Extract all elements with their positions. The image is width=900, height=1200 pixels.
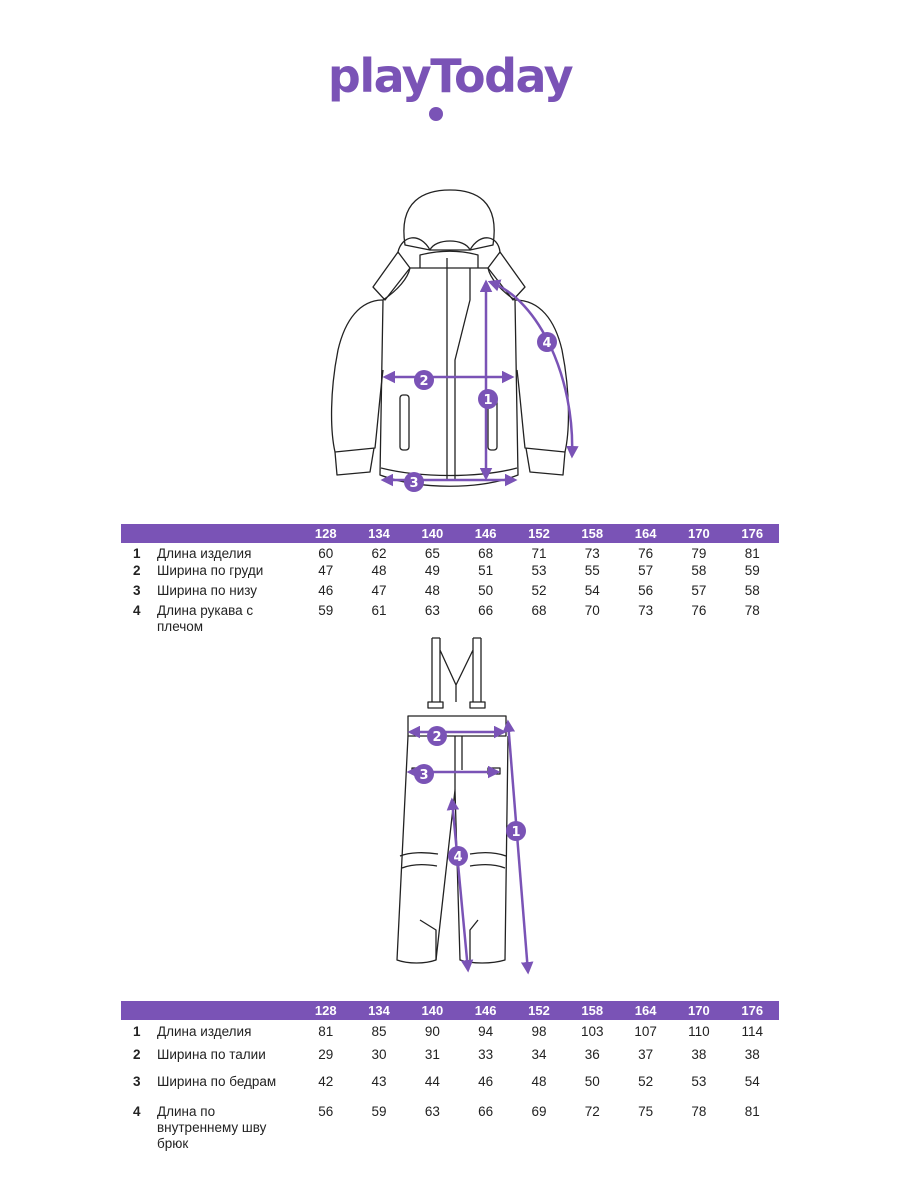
row-number: 1	[133, 1024, 141, 1039]
measure-value: 90	[424, 1024, 440, 1039]
pants-size-table	[121, 1001, 779, 1152]
measure-value: 46	[478, 1074, 494, 1089]
measure-value: 57	[691, 583, 707, 598]
measure-value: 81	[744, 546, 760, 561]
jacket-hood	[404, 190, 494, 250]
measure-value: 54	[744, 1074, 760, 1089]
measure-value: 46	[318, 583, 334, 598]
measure-value: 85	[371, 1024, 387, 1039]
measure-value: 38	[691, 1047, 707, 1062]
measure-value: 72	[584, 1104, 600, 1119]
size-header-cell: 164	[619, 1001, 672, 1020]
measure-label: Ширина по груди	[157, 563, 264, 578]
jacket-marker-2-label: 2	[419, 374, 429, 389]
measure-value: 38	[744, 1047, 760, 1062]
row-number: 1	[133, 546, 141, 561]
table-row	[121, 1067, 779, 1097]
measure-value: 76	[691, 603, 707, 618]
size-header-cell: 170	[672, 524, 725, 543]
measure-value: 55	[584, 563, 600, 578]
measure-value: 81	[744, 1104, 760, 1119]
measure-value: 31	[424, 1047, 440, 1062]
jacket-size-table	[121, 524, 779, 635]
table-row	[121, 1020, 779, 1044]
size-header-cell: 158	[566, 524, 619, 543]
row-number: 3	[133, 1074, 141, 1089]
size-header-cell: 170	[672, 1001, 725, 1020]
measure-value: 78	[691, 1104, 707, 1119]
table-row	[121, 1044, 779, 1067]
size-header-cell: 176	[726, 524, 779, 543]
measure-value: 33	[478, 1047, 494, 1062]
measure-value: 48	[371, 563, 387, 578]
measure-value: 37	[638, 1047, 654, 1062]
measure-value: 50	[584, 1074, 600, 1089]
measure-value: 69	[531, 1104, 547, 1119]
jacket-drawing	[0, 0, 900, 520]
measure-value: 50	[478, 583, 494, 598]
measure-value: 49	[424, 563, 440, 578]
measure-value: 110	[688, 1024, 710, 1039]
jacket-marker-4-label: 4	[542, 336, 552, 351]
measure-value: 73	[638, 603, 654, 618]
measure-value: 59	[371, 1104, 387, 1119]
table-row	[121, 583, 779, 603]
pants-marker-2-label: 2	[432, 730, 442, 745]
measure-value: 58	[744, 583, 760, 598]
measure-label: Длина рукава с плечом	[157, 603, 254, 634]
measure-value: 94	[478, 1024, 494, 1039]
measure-value: 63	[424, 603, 440, 618]
measure-value: 59	[744, 563, 760, 578]
measure-value: 65	[424, 546, 440, 561]
measure-value: 63	[424, 1104, 440, 1119]
size-header-cell: 164	[619, 524, 672, 543]
measure-label: Ширина по бедрам	[157, 1074, 277, 1089]
size-header-cell: 146	[459, 524, 512, 543]
measure-value: 56	[638, 583, 654, 598]
size-header-cell: 152	[512, 524, 565, 543]
measure-value: 48	[424, 583, 440, 598]
measure-value: 68	[478, 546, 494, 561]
measure-value: 78	[744, 603, 760, 618]
pants-marker-3-label: 3	[419, 768, 429, 783]
pants-straps	[432, 638, 481, 702]
size-header-cell: 140	[406, 524, 459, 543]
row-number: 4	[133, 1104, 141, 1119]
measure-value: 70	[584, 603, 600, 618]
measure-value: 56	[318, 1104, 334, 1119]
size-header-cell: 128	[299, 1001, 352, 1020]
measure-value: 61	[371, 603, 387, 618]
measure-value: 76	[638, 546, 654, 561]
measure-value: 52	[531, 583, 547, 598]
size-header-cell: 140	[406, 1001, 459, 1020]
pants-marker-4-label: 4	[453, 850, 463, 865]
measure-value: 53	[691, 1074, 707, 1089]
measure-value: 43	[371, 1074, 387, 1089]
measure-value: 79	[691, 546, 707, 561]
jacket-marker-3-label: 3	[409, 476, 419, 491]
measure-label: Длина изделия	[157, 546, 252, 561]
measure-value: 68	[531, 603, 547, 618]
measure-value: 81	[318, 1024, 334, 1039]
measure-value: 66	[478, 603, 494, 618]
measure-value: 71	[531, 546, 547, 561]
jacket-marker-1-label: 1	[483, 393, 493, 408]
size-header-cell: 176	[726, 1001, 779, 1020]
measure-value: 98	[531, 1024, 547, 1039]
pants-size-header	[121, 1001, 779, 1020]
measure-value: 73	[584, 546, 600, 561]
size-header-cell: 128	[299, 524, 352, 543]
measure-label: Длина изделия	[157, 1024, 252, 1039]
table-row	[121, 1097, 779, 1152]
measure-value: 47	[318, 563, 334, 578]
measure-value: 107	[634, 1024, 657, 1039]
measure-value: 29	[318, 1047, 334, 1062]
table-row	[121, 543, 779, 563]
jacket-left-sleeve	[332, 300, 383, 452]
measure-value: 62	[371, 546, 387, 561]
measure-value: 34	[531, 1047, 547, 1062]
measure-value: 44	[424, 1074, 440, 1089]
measure-value: 30	[371, 1047, 387, 1062]
measure-label: Длина по внутреннему шву брюк	[157, 1104, 267, 1151]
pants-measure-1-line	[508, 722, 528, 972]
table-row	[121, 563, 779, 583]
size-header-cell: 152	[512, 1001, 565, 1020]
pants-marker-1-label: 1	[511, 825, 521, 840]
measure-value: 53	[531, 563, 547, 578]
measure-value: 59	[318, 603, 334, 618]
measure-label: Ширина по талии	[157, 1047, 266, 1062]
measure-value: 58	[691, 563, 707, 578]
row-number: 2	[133, 1047, 141, 1062]
row-number: 4	[133, 603, 141, 618]
measure-value: 51	[478, 563, 494, 578]
row-number: 2	[133, 563, 141, 578]
measure-value: 42	[318, 1074, 334, 1089]
size-header-cell: 134	[352, 524, 405, 543]
measure-label: Ширина по низу	[157, 583, 258, 598]
measure-value: 103	[581, 1024, 604, 1039]
measure-value: 60	[318, 546, 334, 561]
measure-value: 48	[531, 1074, 547, 1089]
measure-value: 54	[584, 583, 600, 598]
size-header-cell: 158	[566, 1001, 619, 1020]
brand-logo-text: playToday	[327, 52, 573, 103]
pants-drawing	[0, 630, 900, 985]
measure-value: 57	[638, 563, 654, 578]
measure-value: 75	[638, 1104, 654, 1119]
measure-value: 47	[371, 583, 387, 598]
measure-value: 52	[638, 1074, 654, 1089]
jacket-measure-4-line	[490, 282, 572, 456]
measure-value: 36	[584, 1047, 600, 1062]
jacket-size-header	[121, 524, 779, 543]
row-number: 3	[133, 583, 141, 598]
size-header-cell: 146	[459, 1001, 512, 1020]
measure-value: 66	[478, 1104, 494, 1119]
measure-value: 114	[741, 1024, 764, 1039]
size-header-cell: 134	[352, 1001, 405, 1020]
